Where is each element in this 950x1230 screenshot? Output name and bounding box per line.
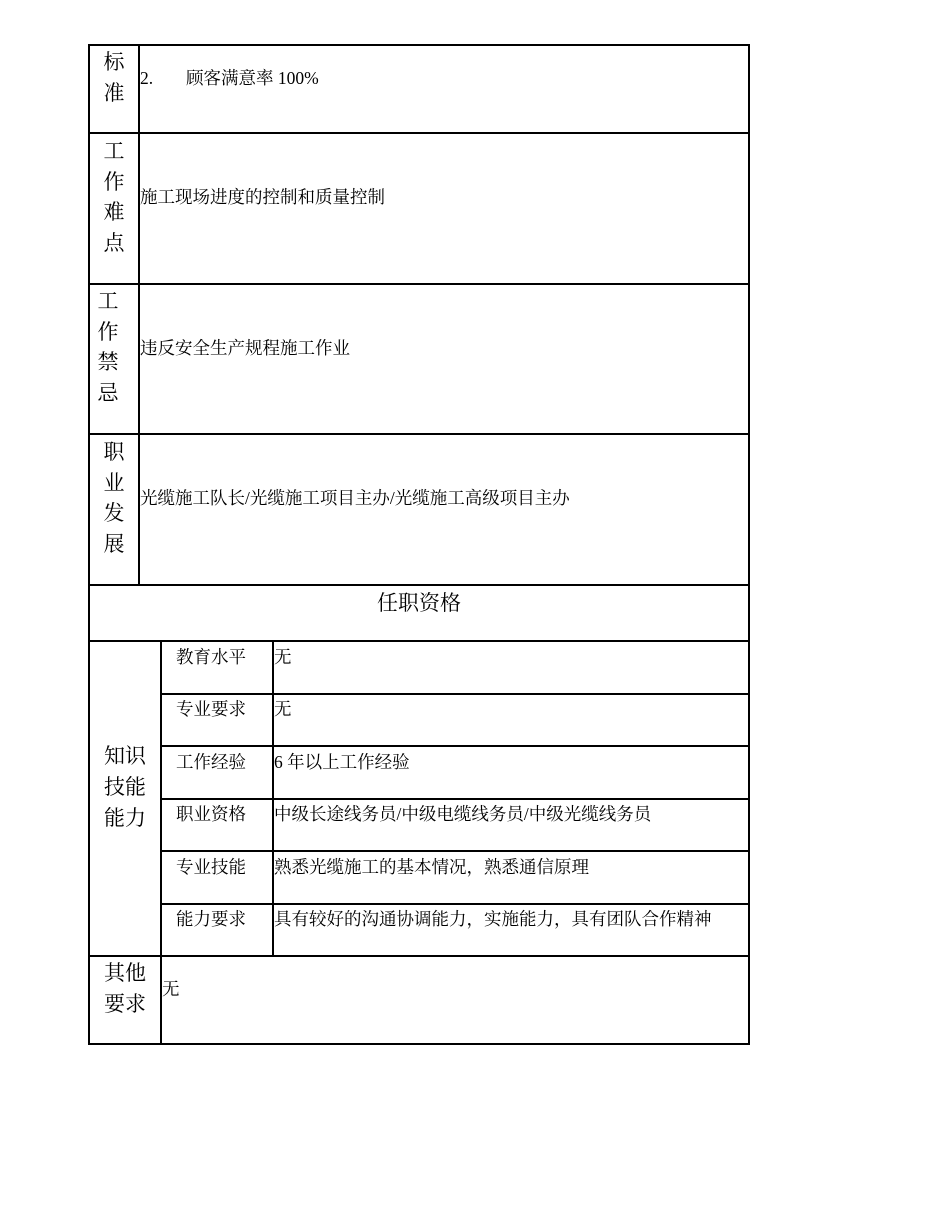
table-border-top xyxy=(88,44,750,46)
difficulty-label: 工 作 难 点 xyxy=(103,139,125,255)
certification-value: 中级长途线务员/中级电缆线务员/中级光缆线务员 xyxy=(274,804,652,824)
row-divider xyxy=(88,433,750,435)
row-divider xyxy=(88,640,750,642)
major-label: 专业要求 xyxy=(176,699,246,719)
sub-row-divider xyxy=(160,798,750,800)
row-divider xyxy=(88,584,750,586)
taboo-text: 违反安全生产规程施工作业 xyxy=(140,338,350,358)
qualification-title: 任职资格 xyxy=(377,591,461,615)
ability-label: 能力要求 xyxy=(176,909,246,929)
ability-value: 具有较好的沟通协调能力，实施能力，具有团队合作精神 xyxy=(274,909,712,929)
education-label: 教育水平 xyxy=(176,647,246,667)
sub-row-divider xyxy=(160,693,750,695)
table-border-bottom xyxy=(88,1043,750,1045)
standard-label: 标 准 xyxy=(103,50,125,105)
knowledge-skill-label: 知识 技能 能力 xyxy=(104,744,146,830)
certification-label: 职业资格 xyxy=(176,804,246,824)
other-requirements-text: 无 xyxy=(162,979,180,999)
sub-row-divider xyxy=(160,850,750,852)
career-text: 光缆施工队长/光缆施工项目主办/光缆施工高级项目主办 xyxy=(140,488,570,508)
row-divider xyxy=(88,955,750,957)
sub-row-divider xyxy=(160,903,750,905)
experience-value: 6 年以上工作经验 xyxy=(274,752,410,772)
table-border-right xyxy=(748,44,750,1045)
skill-value: 熟悉光缆施工的基本情况，熟悉通信原理 xyxy=(274,857,589,877)
row-divider xyxy=(88,283,750,285)
standard-text: 顾客满意率 100% xyxy=(186,68,319,88)
row-divider xyxy=(88,132,750,134)
experience-label: 工作经验 xyxy=(176,752,246,772)
skill-label: 专业技能 xyxy=(176,857,246,877)
taboo-label: 工 作 禁 忌 xyxy=(97,289,119,405)
education-value: 无 xyxy=(274,647,292,667)
career-label: 职 业 发 展 xyxy=(103,440,125,556)
sub-row-divider xyxy=(160,745,750,747)
standard-number: 2. xyxy=(140,68,154,88)
other-requirements-label: 其他 要求 xyxy=(104,961,146,1016)
difficulty-text: 施工现场进度的控制和质量控制 xyxy=(140,187,385,207)
major-value: 无 xyxy=(274,699,292,719)
